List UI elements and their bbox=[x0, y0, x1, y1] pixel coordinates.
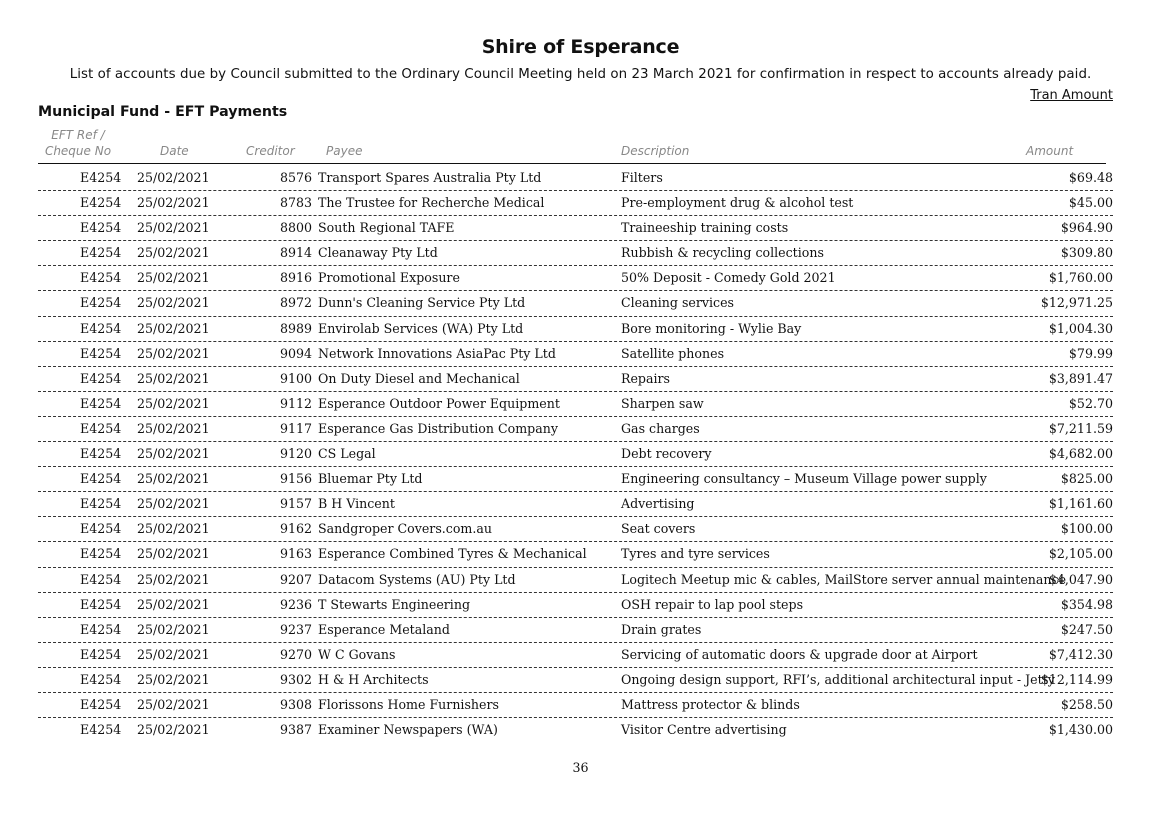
cell-payee: Network Innovations AsiaPac Pty Ltd bbox=[318, 345, 556, 361]
cell-payee: CS Legal bbox=[318, 446, 376, 462]
cell-eft-ref: E4254 bbox=[80, 671, 122, 687]
table-row bbox=[38, 342, 1113, 367]
cell-description: Visitor Centre advertising bbox=[621, 722, 787, 738]
table-row bbox=[38, 291, 1113, 316]
cell-amount: $1,004.30 bbox=[1048, 320, 1113, 336]
cell-eft-ref: E4254 bbox=[80, 395, 122, 411]
cell-payee: Promotional Exposure bbox=[318, 270, 460, 286]
cell-amount: $100.00 bbox=[1060, 521, 1113, 537]
cell-date: 25/02/2021 bbox=[137, 270, 210, 286]
cell-creditor: 9162 bbox=[279, 521, 312, 537]
cell-payee: Dunn's Cleaning Service Pty Ltd bbox=[318, 295, 526, 311]
table-row bbox=[38, 367, 1113, 392]
cell-creditor: 8576 bbox=[279, 170, 312, 185]
cell-amount: $79.99 bbox=[1068, 345, 1113, 361]
cell-eft-ref: E4254 bbox=[80, 546, 122, 562]
cell-date: 25/02/2021 bbox=[137, 471, 210, 487]
cell-creditor: 9094 bbox=[279, 345, 312, 361]
cell-amount: $258.50 bbox=[1060, 696, 1113, 712]
cell-creditor: 8800 bbox=[279, 220, 312, 236]
cell-date: 25/02/2021 bbox=[137, 596, 210, 612]
table-row bbox=[38, 317, 1113, 342]
table-row bbox=[38, 643, 1113, 668]
cell-date: 25/02/2021 bbox=[137, 295, 210, 311]
cell-payee: B H Vincent bbox=[318, 496, 395, 512]
cell-description: Traineeship training costs bbox=[621, 220, 789, 236]
cell-date: 25/02/2021 bbox=[137, 446, 210, 462]
cell-payee: The Trustee for Recherche Medical bbox=[318, 195, 545, 211]
table-row bbox=[38, 542, 1113, 567]
cell-date: 25/02/2021 bbox=[137, 395, 210, 411]
table-row bbox=[38, 216, 1113, 241]
cell-creditor: 9157 bbox=[279, 496, 312, 512]
header-eft-ref: EFT Ref / Cheque No bbox=[44, 128, 112, 158]
cell-payee: Florissons Home Furnishers bbox=[318, 696, 499, 712]
cell-eft-ref: E4254 bbox=[80, 195, 122, 211]
cell-eft-ref: E4254 bbox=[80, 220, 122, 236]
cell-eft-ref: E4254 bbox=[80, 496, 122, 512]
table-row bbox=[38, 668, 1113, 693]
table-row bbox=[38, 568, 1113, 593]
cell-description: Debt recovery bbox=[621, 446, 712, 462]
cell-creditor: 9207 bbox=[279, 571, 312, 587]
cell-creditor: 8783 bbox=[279, 195, 312, 211]
cell-eft-ref: E4254 bbox=[80, 295, 122, 311]
cell-amount: $12,114.99 bbox=[1040, 671, 1113, 687]
cell-description: Tyres and tyre services bbox=[621, 546, 770, 562]
header-amount: Amount bbox=[1026, 144, 1074, 158]
cell-eft-ref: E4254 bbox=[80, 370, 122, 386]
cell-payee: Esperance Combined Tyres & Mechanical bbox=[318, 546, 587, 562]
table-row bbox=[38, 266, 1113, 291]
cell-creditor: 8914 bbox=[279, 245, 312, 261]
cell-date: 25/02/2021 bbox=[137, 320, 210, 336]
cell-amount: $1,430.00 bbox=[1048, 722, 1113, 738]
cell-amount: $7,211.59 bbox=[1048, 420, 1113, 436]
cell-amount: $1,760.00 bbox=[1048, 270, 1113, 286]
cell-description: Filters bbox=[621, 170, 663, 185]
table-row bbox=[38, 241, 1113, 266]
cell-creditor: 9236 bbox=[279, 596, 312, 612]
cell-description: 50% Deposit - Comedy Gold 2021 bbox=[621, 270, 836, 286]
cell-eft-ref: E4254 bbox=[80, 571, 122, 587]
table-row bbox=[38, 166, 1113, 191]
cell-date: 25/02/2021 bbox=[137, 170, 210, 185]
cell-payee: Bluemar Pty Ltd bbox=[318, 471, 423, 487]
cell-date: 25/02/2021 bbox=[137, 370, 210, 386]
cell-amount: $354.98 bbox=[1060, 596, 1113, 612]
cell-eft-ref: E4254 bbox=[80, 696, 122, 712]
cell-description: Cleaning services bbox=[621, 295, 734, 311]
cell-creditor: 9270 bbox=[279, 646, 312, 662]
cell-description: Sharpen saw bbox=[621, 395, 704, 411]
section-title: Municipal Fund - EFT Payments bbox=[38, 104, 288, 120]
cell-payee: South Regional TAFE bbox=[318, 220, 455, 236]
page-number: 36 bbox=[572, 760, 589, 775]
cell-description: Bore monitoring - Wylie Bay bbox=[621, 320, 802, 336]
cell-eft-ref: E4254 bbox=[80, 170, 122, 185]
table-row bbox=[38, 693, 1113, 718]
cell-eft-ref: E4254 bbox=[80, 320, 122, 336]
header-payee: Payee bbox=[326, 144, 363, 158]
cell-eft-ref: E4254 bbox=[80, 471, 122, 487]
cell-date: 25/02/2021 bbox=[137, 420, 210, 436]
cell-creditor: 9100 bbox=[279, 370, 312, 386]
cell-description: Logitech Meetup mic & cables, MailStore server annual maintenance bbox=[621, 571, 1067, 587]
cell-description: Drain grates bbox=[621, 621, 702, 637]
cell-description: Pre-employment drug & alcohol test bbox=[621, 195, 854, 211]
cell-payee: T Stewarts Engineering bbox=[318, 596, 471, 612]
cell-creditor: 9156 bbox=[279, 471, 312, 487]
cell-date: 25/02/2021 bbox=[137, 345, 210, 361]
cell-payee: Esperance Outdoor Power Equipment bbox=[318, 395, 560, 411]
cell-creditor: 9308 bbox=[279, 696, 312, 712]
cell-creditor: 8989 bbox=[279, 320, 312, 336]
cell-amount: $2,105.00 bbox=[1048, 546, 1113, 562]
header-divider bbox=[38, 163, 1106, 164]
table-row bbox=[38, 492, 1113, 517]
cell-payee: Examiner Newspapers (WA) bbox=[318, 722, 498, 738]
cell-payee: Esperance Metaland bbox=[318, 621, 450, 637]
cell-date: 25/02/2021 bbox=[137, 671, 210, 687]
cell-eft-ref: E4254 bbox=[80, 245, 122, 261]
cell-date: 25/02/2021 bbox=[137, 245, 210, 261]
cell-date: 25/02/2021 bbox=[137, 646, 210, 662]
cell-description: Rubbish & recycling collections bbox=[621, 245, 824, 261]
cell-date: 25/02/2021 bbox=[137, 696, 210, 712]
cell-amount: $52.70 bbox=[1068, 395, 1113, 411]
cell-payee: W C Govans bbox=[318, 646, 396, 662]
header-description: Description bbox=[621, 144, 690, 158]
cell-date: 25/02/2021 bbox=[137, 496, 210, 512]
cell-creditor: 9120 bbox=[279, 446, 312, 462]
cell-payee: Cleanaway Pty Ltd bbox=[318, 245, 438, 261]
cell-amount: $825.00 bbox=[1060, 471, 1113, 487]
cell-description: Repairs bbox=[621, 370, 671, 386]
table-row bbox=[38, 718, 1113, 742]
cell-amount: $7,412.30 bbox=[1048, 646, 1113, 662]
cell-eft-ref: E4254 bbox=[80, 596, 122, 612]
cell-creditor: 8916 bbox=[279, 270, 312, 286]
cell-amount: $3,891.47 bbox=[1048, 370, 1113, 386]
cell-description: Engineering consultancy – Museum Village power supply bbox=[621, 471, 987, 487]
cell-amount: $309.80 bbox=[1060, 245, 1113, 261]
cell-description: Seat covers bbox=[621, 521, 696, 537]
table-row bbox=[38, 517, 1113, 542]
header-creditor: Creditor bbox=[246, 144, 295, 158]
cell-date: 25/02/2021 bbox=[137, 722, 210, 738]
cell-description: Advertising bbox=[621, 496, 695, 512]
cell-amount: $45.00 bbox=[1068, 195, 1113, 211]
cell-date: 25/02/2021 bbox=[137, 521, 210, 537]
header-date: Date bbox=[160, 144, 189, 158]
cell-creditor: 9302 bbox=[279, 671, 312, 687]
table-row bbox=[38, 467, 1113, 492]
cell-eft-ref: E4254 bbox=[80, 646, 122, 662]
cell-amount: $4,682.00 bbox=[1048, 446, 1113, 462]
table-row bbox=[38, 442, 1113, 467]
cell-creditor: 9237 bbox=[279, 621, 312, 637]
tran-amount-label: Tran Amount bbox=[1030, 88, 1113, 103]
page-title: Shire of Esperance bbox=[481, 36, 680, 58]
cell-date: 25/02/2021 bbox=[137, 546, 210, 562]
cell-description: Mattress protector & blinds bbox=[621, 696, 800, 712]
cell-date: 25/02/2021 bbox=[137, 621, 210, 637]
cell-description: Gas charges bbox=[621, 420, 700, 436]
cell-payee: Esperance Gas Distribution Company bbox=[318, 420, 558, 436]
cell-eft-ref: E4254 bbox=[80, 345, 122, 361]
cell-date: 25/02/2021 bbox=[137, 195, 210, 211]
cell-payee: Envirolab Services (WA) Pty Ltd bbox=[318, 320, 524, 336]
cell-eft-ref: E4254 bbox=[80, 446, 122, 462]
cell-eft-ref: E4254 bbox=[80, 270, 122, 286]
cell-description: OSH repair to lap pool steps bbox=[621, 596, 804, 612]
table-row bbox=[38, 392, 1113, 417]
cell-creditor: 9163 bbox=[279, 546, 312, 562]
table-row bbox=[38, 593, 1113, 618]
cell-amount: $69.48 bbox=[1068, 170, 1113, 185]
cell-payee: Datacom Systems (AU) Pty Ltd bbox=[318, 571, 516, 587]
cell-amount: $1,161.60 bbox=[1048, 496, 1113, 512]
cell-amount: $247.50 bbox=[1060, 621, 1113, 637]
payments-table bbox=[38, 166, 1113, 742]
cell-payee: H & H Architects bbox=[318, 671, 429, 687]
cell-amount: $964.90 bbox=[1060, 220, 1113, 236]
cell-eft-ref: E4254 bbox=[80, 420, 122, 436]
cell-date: 25/02/2021 bbox=[137, 220, 210, 236]
cell-amount: $4,047.90 bbox=[1048, 571, 1113, 587]
cell-eft-ref: E4254 bbox=[80, 722, 122, 738]
cell-description: Satellite phones bbox=[621, 345, 725, 361]
page-subtitle: List of accounts due by Council submitted to the Ordinary Council Meeting held on 23 March 2021 for confirmation in respect to accounts already paid. bbox=[69, 67, 1092, 82]
cell-eft-ref: E4254 bbox=[80, 621, 122, 637]
table-row bbox=[38, 191, 1113, 216]
cell-payee: Sandgroper Covers.com.au bbox=[318, 521, 492, 537]
cell-creditor: 8972 bbox=[279, 295, 312, 311]
table-row bbox=[38, 417, 1113, 442]
cell-creditor: 9387 bbox=[279, 722, 312, 738]
cell-description: Ongoing design support, RFI’s, additional architectural input - Jetty bbox=[621, 671, 1055, 687]
cell-payee: Transport Spares Australia Pty Ltd bbox=[318, 170, 542, 185]
cell-creditor: 9117 bbox=[279, 420, 312, 436]
cell-payee: On Duty Diesel and Mechanical bbox=[318, 370, 520, 386]
cell-creditor: 9112 bbox=[279, 395, 312, 411]
cell-eft-ref: E4254 bbox=[80, 521, 122, 537]
cell-amount: $12,971.25 bbox=[1040, 295, 1113, 311]
cell-date: 25/02/2021 bbox=[137, 571, 210, 587]
table-row bbox=[38, 618, 1113, 643]
cell-description: Servicing of automatic doors & upgrade door at Airport bbox=[621, 646, 978, 662]
